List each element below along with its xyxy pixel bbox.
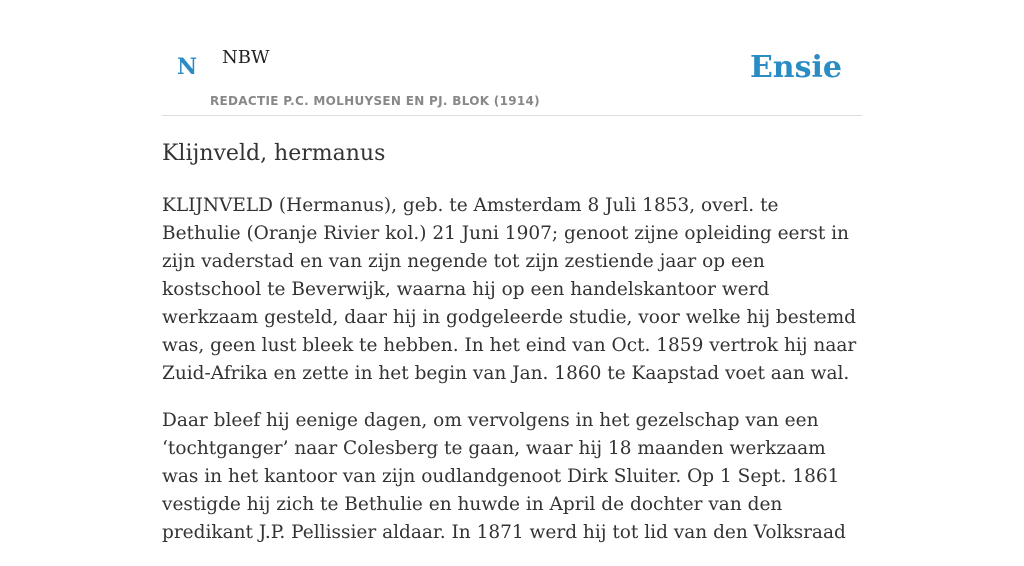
source-name[interactable]: NBW [222,47,270,68]
article-title: Klijnveld, hermanus [162,141,386,166]
brand-logo[interactable]: Ensie [749,50,842,85]
header [162,30,862,116]
article-body [162,192,862,566]
source-subtitle: REDACTIE P.C. MOLHUYSEN EN PJ. BLOK (1914) [210,94,540,108]
source-logo[interactable]: N [177,54,198,80]
article-paragraph: KLIJNVELD (Hermanus), geb. te Amsterdam 8 Juli 1853, overl. te Bethulie (Oranje Rivier kol.) 21 Juni 1907; genoot zijne opleiding eerst in zijn vaderstad en van zijn negende tot zijn zestiende jaar op een kostschool te Beverwijk, waarna hij op een handelskantoor werd werkzaam gesteld, daar hij in godgeleerde studie, voor welke hij bestemd was, geen lust bleek te hebben. In het eind van Oct. 1859 vertrok hij naar Zuid-Afrika en zette in het begin van Jan. 1860 te Kaapstad voet aan wal. [162,195,857,384]
article-paragraph: Daar bleef hij eenige dagen, om vervolgens in het gezelschap van een ‘tochtganger’ naar Colesberg te gaan, waar hij 18 maanden werkzaam was in het kantoor van zijn oudlandgenoot Dirk Sluiter. Op 1 Sept. 1861 vestigde hij zich te Bethulie en huwde in April de dochter van den predikant J.P. Pellissier aldaar. In 1871 werd hij tot lid van den Volksraad [162,410,846,543]
